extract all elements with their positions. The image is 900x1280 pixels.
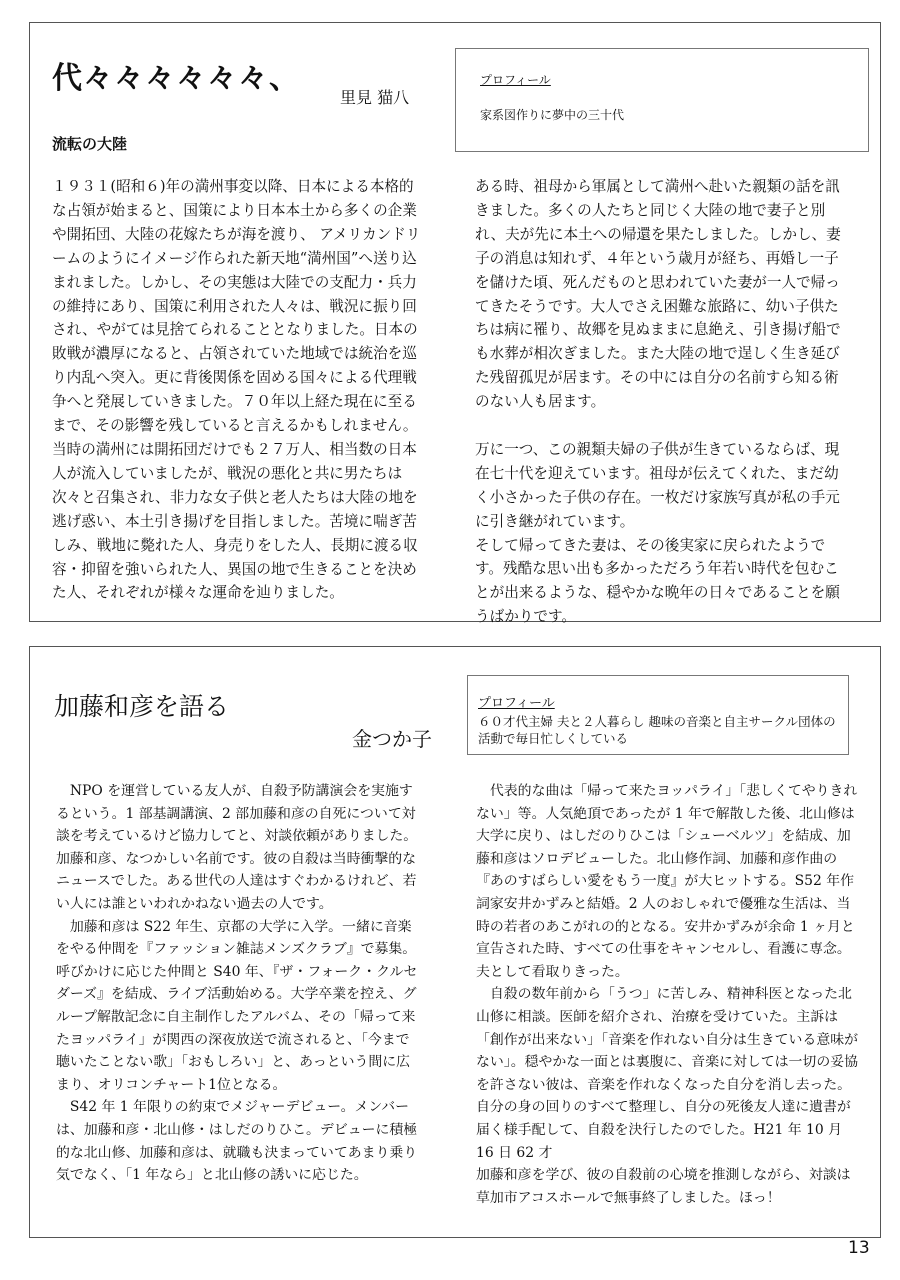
body-paragraph: 加藤和彦を学び、彼の自殺前の心境を推測しながら、対談は草加市アコスホールで無事終了しました。ほっ！: [476, 1167, 851, 1206]
body-column-left: [52, 175, 422, 605]
body-column-right: [476, 780, 862, 1209]
body-paragraph: 加藤和彦は S22 年生、京都の大学に入学。一緒に音楽をやる仲間を『ファッション雑誌メンズクラブ』で募集。呼びかけに応じた仲間と S40 年、『ザ・フォーク・クルセダーズ』を結成、ライブ活動始める。大学卒業を控え、グループ解散記念に自主制作したアルバム、その「帰って来たヨッパライ」が関西の深夜放送で流されると、「今まで聴いたことない歌」「おもしろい」と、あっという間に広まり、オリコンチャート1位となる。: [56, 918, 418, 1093]
body-paragraph: ある時、祖母から軍属として満州へ赴いた親類の話を訊きました。多くの人たちと同じく大陸の地で妻子と別れ、夫が先に本土への帰還を果たしました。しかし、妻子の消息は知れず、４年という歳月が経ち、再婚し一子を儲けた頃、死んだものと思われていた妻が一人で帰ってきたそうです。大人でさえ困難な旅路に、幼い子供たちは病に罹り、故郷を見ぬままに息絶え、引き揚げ船でも水葬が相次ぎました。また大陸の地で逞しく生き延びた残留孤児が居ます。その中には自分の名前すら知る術のない人も居ます。: [475, 178, 841, 411]
page-number: 13: [848, 1238, 870, 1258]
body-paragraph: そして帰ってきた妻は、その後実家に戻られたようです。残酷な思い出も多かっただろう年若い時代を包むことが出来るような、穏やかな晩年の日々であることを願うばかりです。: [475, 536, 840, 626]
article-title: 加藤和彦を語る: [54, 692, 230, 721]
body-column-left: [56, 780, 418, 1187]
profile-heading: プロフィール: [478, 696, 555, 711]
profile-text: ６０才代主婦 夫と２人暮らし 趣味の音楽と自主サークル団体の活動で毎日忙しくしている: [478, 714, 836, 746]
article-kato-kazuhiko: [29, 646, 881, 1238]
body-paragraph: 万に一つ、この親類夫婦の子供が生きているならば、現在七十代を迎えています。祖母が伝えてくれた、まだ幼く小さかった子供の存在。一枚だけ家族写真が私の手元に引き継がれています。: [475, 440, 840, 530]
body-paragraph: 当時の満州には開拓団だけでも２７万人、相当数の日本人が流入していましたが、戦況の悪化と共に男たちは次々と召集され、非力な女子供と老人たちは大陸の地を逃げ惑い、本土引き揚げを目指しました。苦境に喘ぎ苦しみ、戦地に斃れた人、身売りをした人、長期に渡る収容・抑留を強いられた人、異国の地で生きることを決めた人、それぞれが様々な運命を辿りました。: [52, 440, 418, 602]
article-manchuria: [29, 22, 881, 626]
profile-text: 家系図作りに夢中の三十代: [480, 108, 625, 122]
section-heading: 流転の大陸: [52, 135, 128, 153]
profile-box: [467, 675, 849, 755]
profile-heading: プロフィール: [480, 73, 551, 87]
article-author: 里見 猫八: [340, 88, 410, 107]
body-paragraph: １９３１(昭和６)年の満州事変以降、日本による本格的な占領が始まると、国策により日本本土から多くの企業や開拓団、大陸の花嫁たちが海を渡り、 アメリカンドリームのようにイメージ作られた新天地“満州国”へ送り込まれました。しかし、その実態は大陸での支配力・兵力の維持にあり、国策に利用された人々は、戦況に振り回され、やがては見捨てられることとなりました。日本の敗戦が濃厚になると、占領されていた地域では統治を巡り内乱へ突入。更に背後関係を固める国々による代理戦争へと発展していきました。７０年以上経た現在に至るまで、その影響を残していると言えるかもしれません。: [52, 178, 421, 435]
body-paragraph: 代表的な曲は「帰って来たヨッパライ」「悲しくてやりきれない」等。人気絶頂であったが 1 年で解散した後、北山修は大学に戻り、はしだのりひこは「シューベルツ」を結成、加藤和彦はソロデビューした。北山修作詞、加藤和彦作曲の『あのすばらしい愛をもう一度』が大ヒットする。S52 年作詞家安井かずみと結婚。2 人のおしゃれで優雅な生活は、当時の若者のあこがれの的となる。安井かずみが余命 1 ヶ月と宣告された時、すべての仕事をキャンセルし、看護に専念。夫として看取りきった。: [476, 783, 858, 980]
paragraph-spacer: [475, 414, 845, 438]
body-column-right: [475, 175, 845, 629]
article-author: 金つか子: [352, 727, 432, 751]
body-paragraph: S42 年 1 年限りの約束でメジャーデビュー。メンバーは、加藤和彦・北山修・はしだのりひこ。デビューに積極的な北山修、加藤和彦は、就職も決まっていてあまり乗り気でなく、「1 年なら」と北山修の誘いに応じた。: [56, 1099, 418, 1184]
body-paragraph: NPO を運営している友人が、自殺予防講演会を実施するという。1 部基調講演、2 部加藤和彦の自死について対談を考えているけど協力してと、対談依頼がありました。加藤和彦、なつかしい名前です。彼の自殺は当時衝撃的なニュースでした。ある世代の人達はすぐわかるけれど、若い人には誰といわれかねない過去の人です。: [56, 783, 418, 912]
body-paragraph: 自殺の数年前から「うつ」に苦しみ、精神科医となった北山修に相談。医師を紹介され、治療を受けていた。主訴は「創作が出来ない」「音楽を作れない自分は生きている意味がない」。穏やかな一面とは裏腹に、音楽に対しては一切の妥協を許さない彼は、音楽を作れなくなった自分を消し去った。自分の身の回りのすべて整理し、自分の死後友人達に遺書が届く様手配して、自殺を決行したのでした。H21 年 10 月 16 日 62 才: [476, 986, 858, 1161]
article-title: 代々々々々々々、: [52, 61, 300, 96]
profile-box: [455, 48, 869, 152]
